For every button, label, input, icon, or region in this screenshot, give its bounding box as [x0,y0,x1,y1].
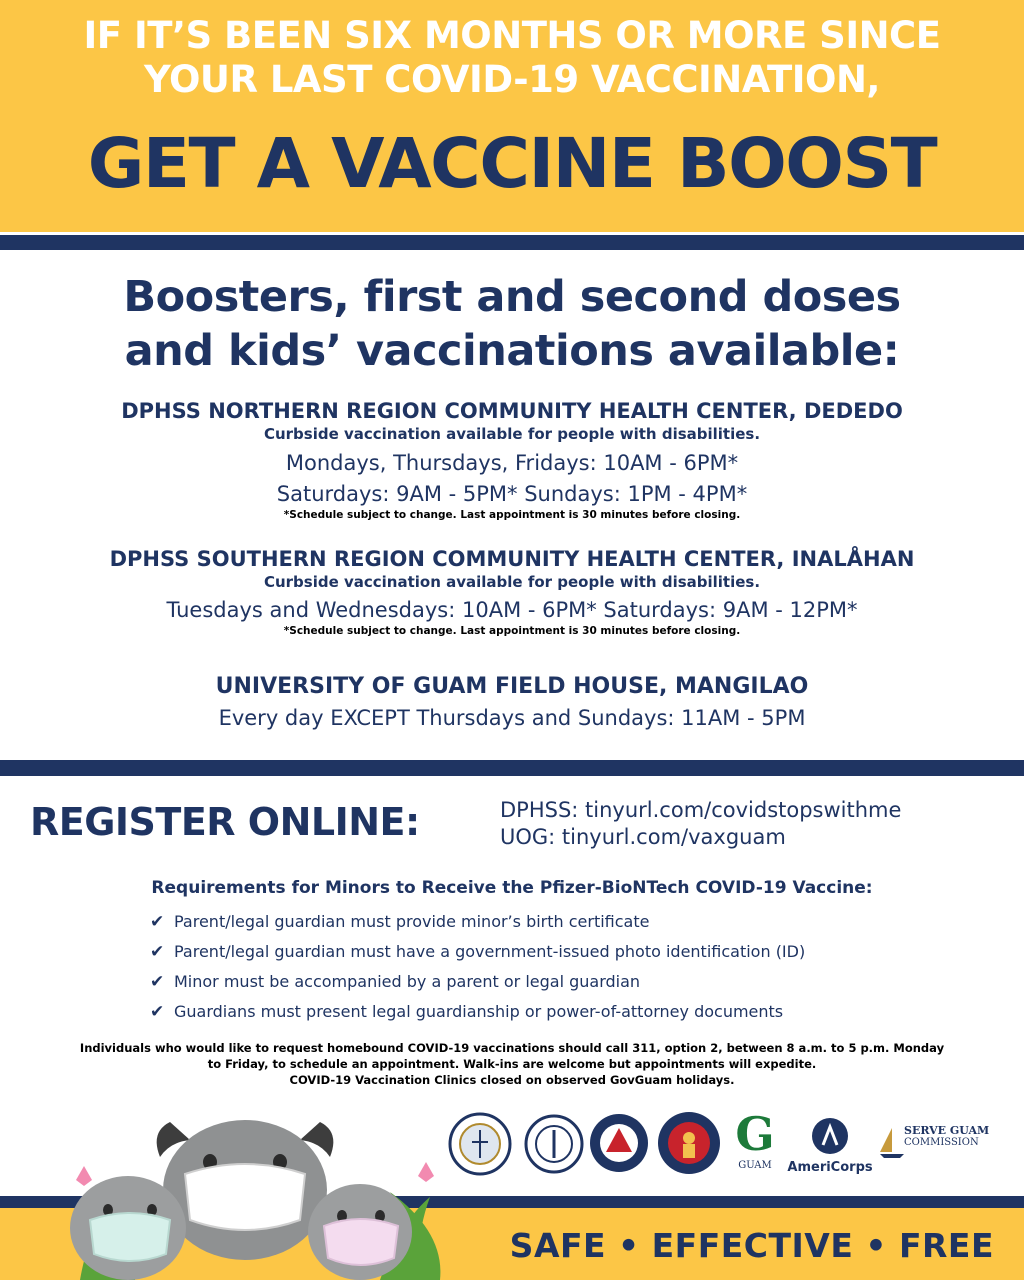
americorps-icon [810,1116,850,1156]
list-item: ✔ Guardians must present legal guardianship or power-of-attorney documents [150,997,950,1027]
footnote-line: Individuals who would like to request homebound COVID-19 vaccinations should call 311, option 2, between 8 a.m. to 5 p.m. Monday [79,1041,945,1055]
guam-seal-icon [448,1112,512,1176]
location-hours: Saturdays: 9AM - 5PM* Sundays: 1PM - 4PM* [276,482,748,506]
requirements-title: Requirements for Minors to Receive the Pfizer-BioNTech COVID-19 Vaccine: [151,878,873,898]
location-name: UNIVERSITY OF GUAM FIELD HOUSE, MANGILAO [215,674,809,699]
register-link-dphss[interactable]: DPHSS: tinyurl.com/covidstopswithme [500,798,902,822]
location-note: Curbside vaccination available for people with disabilities. [263,425,761,443]
main-heading-line-1: Boosters, first and second doses [123,272,901,322]
list-item: ✔ Minor must be accompanied by a parent or legal guardian [150,967,950,997]
location-fine-print: *Schedule subject to change. Last appointment is 30 minutes before closing. [283,509,741,521]
location-uog [0,674,1024,732]
location-hours: Mondays, Thursdays, Fridays: 10AM - 6PM* [285,451,739,475]
headline [0,14,1024,102]
guam-national-guard-seal-icon [656,1110,722,1176]
headline-line-1: IF IT’S BEEN SIX MONTHS OR MORE SINCE [83,14,941,57]
checkmark-icon: ✔ [150,972,165,992]
footnote-line: to Friday, to schedule an appointment. Walk-ins are welcome but appointments will expedite. [207,1057,817,1071]
civil-defense-seal-icon [588,1112,650,1174]
footnote [20,1040,1004,1088]
footnote-line: COVID-19 Vaccination Clinics closed on observed GovGuam holidays. [289,1073,735,1087]
divider-middle [0,760,1024,776]
divider-top [0,235,1024,250]
location-fine-print: *Schedule subject to change. Last appointment is 30 minutes before closing. [283,625,741,637]
register-link-uog[interactable]: UOG: tinyurl.com/vaxguam [500,825,786,849]
list-item: ✔ Parent/legal guardian must provide minor’s birth certificate [150,907,950,937]
checkmark-icon: ✔ [150,942,165,962]
register-label: REGISTER ONLINE: [30,800,420,844]
location-hours: Tuesdays and Wednesdays: 10AM - 6PM* Saturdays: 9AM - 12PM* [166,598,858,622]
location-name: DPHSS NORTHERN REGION COMMUNITY HEALTH CENTER, DEDEDO [121,399,903,423]
cta-heading: GET A VACCINE BOOST [87,124,937,204]
serve-guam-commission-logo: SERVE GUAM COMMISSION [878,1124,996,1149]
location-name: DPHSS SOUTHERN REGION COMMUNITY HEALTH CENTER, INALÅHAN [109,547,915,571]
location-hours: Every day EXCEPT Thursdays and Sundays: 11AM - 5PM [218,706,806,730]
location-southern [0,546,1024,638]
list-item: ✔ Parent/legal guardian must have a government-issued photo identification (ID) [150,937,950,967]
requirements-list [150,907,950,1027]
public-health-seal-icon [524,1114,584,1174]
main-heading-line-2: and kids’ vaccinations available: [124,326,900,376]
checkmark-icon: ✔ [150,1002,165,1022]
americorps-logo: AmeriCorps [784,1116,876,1176]
checkmark-icon: ✔ [150,912,165,932]
register-links [500,797,901,851]
headline-line-2: YOUR LAST COVID-19 VACCINATION, [143,58,880,101]
location-note: Curbside vaccination available for people with disabilities. [263,573,761,591]
university-of-guam-logo: G GUAM [735,1107,775,1171]
tagline: SAFE • EFFECTIVE • FREE [509,1226,994,1265]
sailboat-icon [878,1126,906,1160]
carabao-mascots-illustration [60,1102,450,1280]
location-northern [0,398,1024,522]
main-heading [0,270,1024,378]
